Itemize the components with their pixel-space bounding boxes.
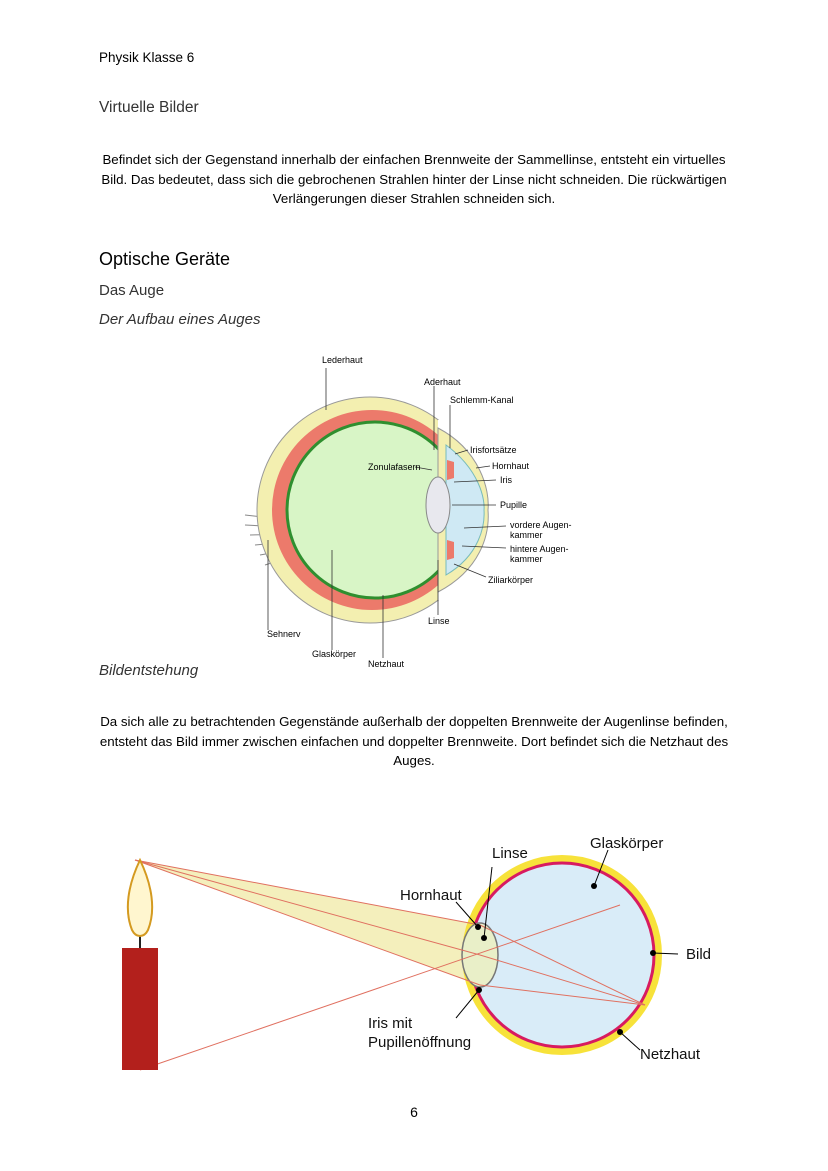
label-glaskoerper: Glaskörper — [312, 649, 357, 659]
label-netzhaut: Netzhaut — [368, 659, 405, 669]
heading-optical-devices: Optische Geräte — [99, 249, 231, 269]
page-header: Physik Klasse 6 — [99, 50, 195, 65]
iris-upper — [447, 460, 454, 480]
label-linse: Linse — [492, 845, 528, 862]
label-glaskoerper: Glaskörper — [590, 835, 664, 852]
label-hornhaut: Hornhaut — [492, 461, 530, 471]
image-formation-diagram — [100, 830, 740, 1080]
label-hintere-kammer-1: hintere Augen- — [510, 544, 569, 554]
page-number: 6 — [410, 1104, 418, 1120]
label-iris-mit: Iris mit — [368, 1015, 413, 1032]
label-vordere-kammer-2: kammer — [510, 530, 543, 540]
label-hornhaut: Hornhaut — [400, 887, 462, 904]
candle-flame — [128, 860, 152, 936]
label-netzhaut: Netzhaut — [640, 1046, 701, 1063]
heading-virtual-images: Virtuelle Bilder — [99, 99, 199, 116]
label-lederhaut: Lederhaut — [322, 355, 363, 365]
label-irisfortsaetze: Irisfortsätze — [470, 445, 517, 455]
paragraph-image-formation: Da sich alle zu betrachtenden Gegenstände außerhalb der doppelten Brennweite der Augenlinse befinden, entsteht das Bild immer zwischen einfachen und doppelter Brennweite. Dort befindet sich die Netzhaut des Auges. — [99, 714, 729, 768]
label-sehnerv: Sehnerv — [267, 629, 301, 639]
label-zonulafasern: Zonulafasern — [368, 462, 421, 472]
label-schlemm-kanal: Schlemm-Kanal — [450, 395, 514, 405]
iris-lower — [447, 540, 454, 560]
heading-eye-structure: Der Aufbau eines Auges — [99, 311, 261, 328]
heading-the-eye: Das Auge — [99, 282, 165, 299]
label-ziliarkoerper: Ziliarkörper — [488, 575, 534, 585]
label-pupillenoeffnung: Pupillenöffnung — [368, 1034, 472, 1051]
eye-anatomy-diagram — [240, 350, 600, 670]
label-linse: Linse — [428, 616, 450, 626]
label-pupille: Pupille — [500, 500, 528, 510]
heading-image-formation: Bildentstehung — [99, 662, 199, 679]
label-vordere-kammer-1: vordere Augen- — [510, 520, 572, 530]
paragraph-virtual-images: Befindet sich der Gegenstand innerhalb der einfachen Brennweite der Sammellinse, entsteht ein virtuelles Bild. Das bedeutet, dass sich die gebrochenen Strahlen hinter der Linse nicht schneiden. Die rückwärtigen Verlängerungen dieser Strahlen schneiden sich. — [101, 152, 727, 206]
label-hintere-kammer-2: kammer — [510, 554, 543, 564]
label-iris: Iris — [500, 475, 512, 485]
candle — [122, 948, 158, 1070]
lens — [426, 477, 450, 533]
label-aderhaut: Aderhaut — [424, 377, 461, 387]
label-bild: Bild — [686, 946, 712, 963]
